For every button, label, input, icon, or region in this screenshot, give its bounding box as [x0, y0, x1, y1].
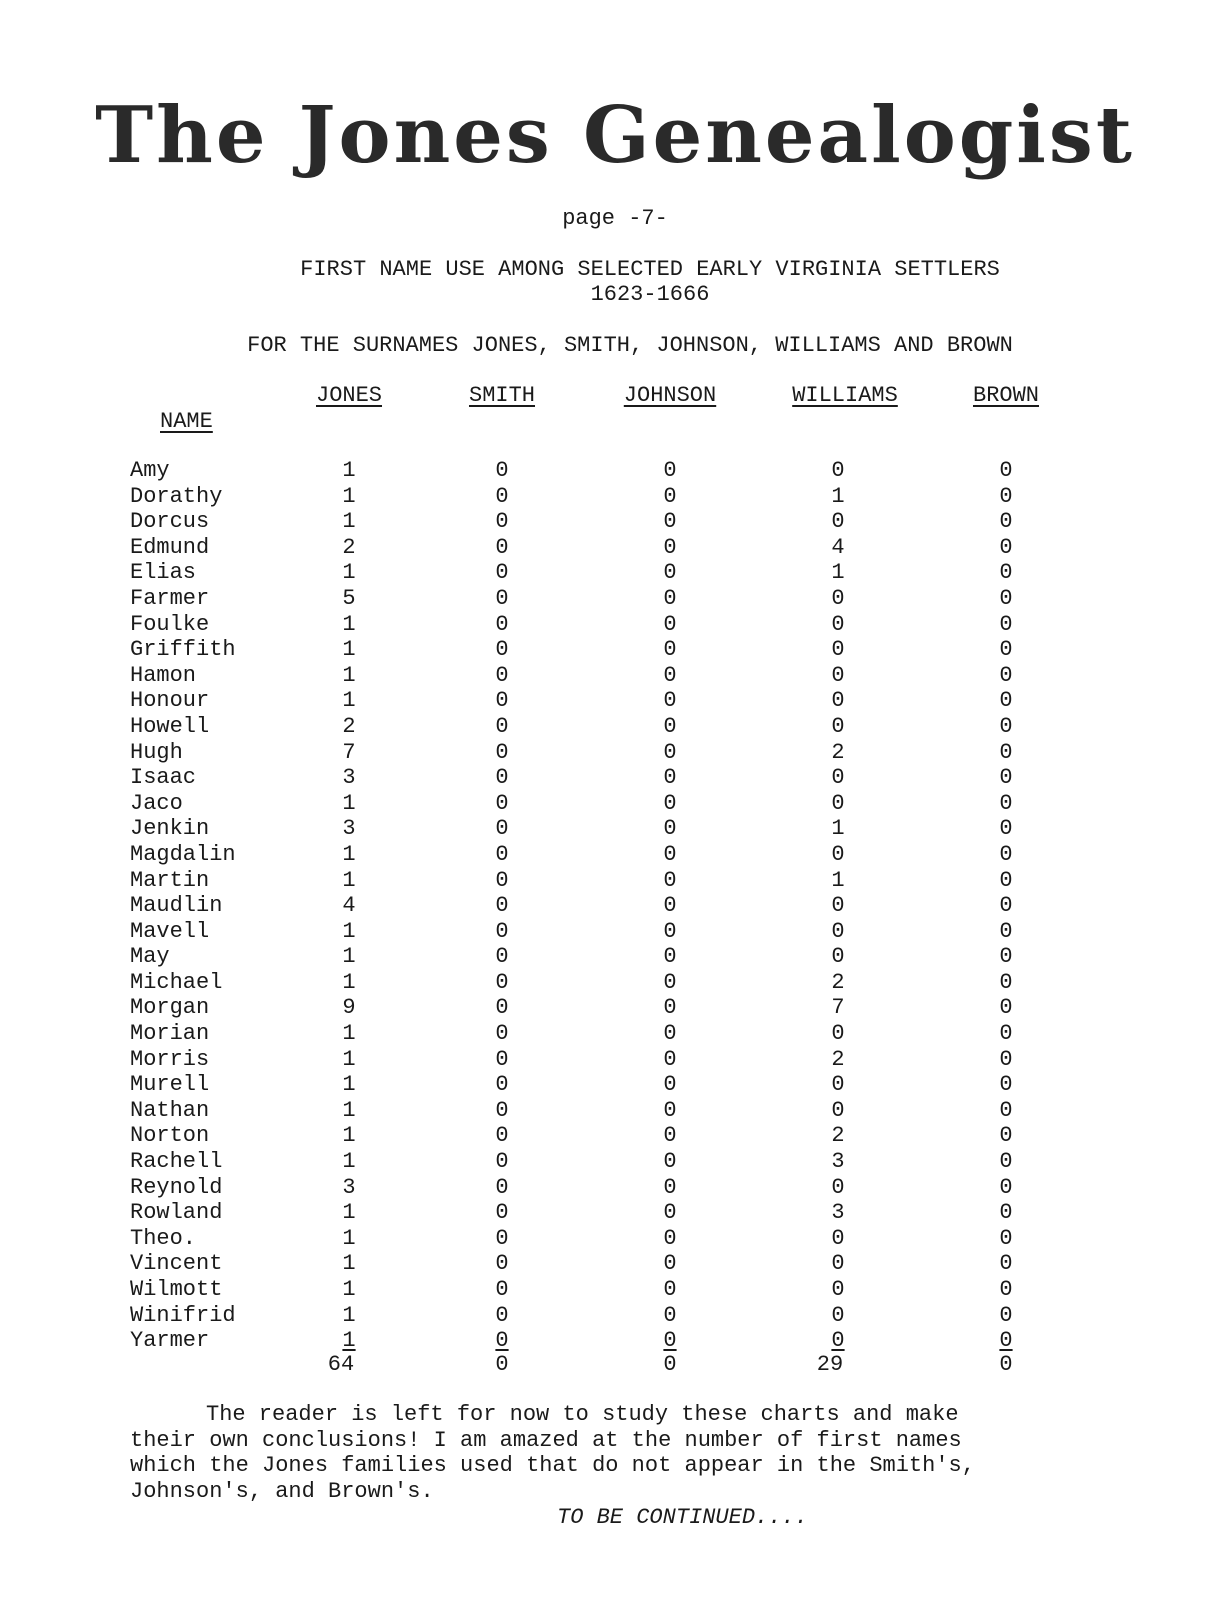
- count-cell-jones: 9: [342, 995, 356, 1021]
- count-cell-johnson: 0: [663, 534, 677, 560]
- first-name-cell: Farmer: [130, 585, 210, 611]
- count-cell-williams: 0: [831, 509, 845, 535]
- first-name-cell: May: [130, 944, 170, 970]
- count-cell-smith: 0: [495, 1251, 509, 1277]
- table-row: [0, 535, 1230, 561]
- count-cell-johnson: 0: [663, 969, 677, 995]
- count-cell-williams: 0: [831, 841, 845, 867]
- count-cell-williams: 1: [831, 816, 845, 842]
- count-cell-smith: 0: [495, 1277, 509, 1302]
- count-cell-jones: 1: [342, 1149, 356, 1175]
- count-cell-jones: 1: [342, 611, 356, 637]
- first-name-cell: Edmund: [130, 534, 210, 560]
- count-cell-jones: 2: [342, 713, 356, 739]
- name-column-header: NAME: [160, 409, 213, 434]
- table-row: [0, 1021, 1230, 1047]
- count-cell-smith: 0: [495, 688, 509, 714]
- count-cell-williams: 0: [831, 765, 845, 791]
- count-cell-williams: 0: [831, 458, 845, 483]
- count-cell-brown: 0: [999, 611, 1013, 637]
- count-cell-williams: 2: [831, 969, 845, 995]
- count-cell-brown: 0: [999, 560, 1013, 586]
- first-name-cell: Foulke: [130, 611, 210, 637]
- first-name-cell: Reynold: [130, 1174, 223, 1200]
- count-cell-williams: 0: [831, 1174, 845, 1200]
- count-cell-johnson: 0: [663, 713, 677, 739]
- count-cell-smith: 0: [495, 1046, 509, 1072]
- count-cell-smith: 0: [495, 637, 509, 663]
- count-cell-jones: 2: [342, 534, 356, 560]
- table-row: [0, 842, 1230, 868]
- count-cell-williams: 3: [831, 1200, 845, 1226]
- count-cell-jones: 1: [342, 458, 356, 483]
- count-cell-johnson: 0: [663, 765, 677, 791]
- first-name-cell: Griffith: [130, 637, 236, 663]
- count-cell-johnson: 0: [663, 918, 677, 944]
- count-cell-jones: 1: [342, 1328, 356, 1354]
- table-title: FIRST NAME USE AMONG SELECTED EARLY VIRGINIA SETTLERS: [300, 257, 1000, 282]
- first-name-cell: Jaco: [130, 790, 183, 816]
- count-cell-smith: 0: [495, 1302, 509, 1328]
- count-cell-smith: 0: [495, 1200, 509, 1226]
- count-cell-jones: 1: [342, 969, 356, 995]
- count-cell-williams: 1: [831, 560, 845, 586]
- table-row: [0, 586, 1230, 612]
- count-cell-williams: 0: [831, 918, 845, 944]
- first-name-cell: Winifrid: [130, 1302, 236, 1328]
- count-cell-williams: 0: [831, 1097, 845, 1123]
- first-name-cell: Hamon: [130, 662, 197, 688]
- first-name-cell: Maudlin: [130, 893, 223, 919]
- count-cell-johnson: 0: [663, 1277, 677, 1302]
- table-row: [0, 995, 1230, 1021]
- count-cell-smith: 0: [495, 918, 509, 944]
- count-cell-smith: 0: [495, 1225, 509, 1251]
- count-cell-williams: 0: [831, 1072, 845, 1098]
- count-cell-johnson: 0: [663, 1046, 677, 1072]
- table-row: [0, 919, 1230, 945]
- count-cell-smith: 0: [495, 509, 509, 535]
- count-cell-jones: 1: [342, 1251, 356, 1277]
- count-cell-brown: 0: [999, 585, 1013, 611]
- count-cell-smith: 0: [495, 585, 509, 611]
- table-row: [0, 1098, 1230, 1124]
- table-row: [0, 1072, 1230, 1098]
- count-cell-johnson: 0: [663, 1021, 677, 1047]
- table-row: [0, 560, 1230, 586]
- count-cell-williams: 0: [831, 1328, 845, 1354]
- count-cell-brown: 0: [999, 1046, 1013, 1072]
- first-name-cell: Hugh: [130, 739, 183, 765]
- total-williams: 29: [816, 1352, 844, 1377]
- count-cell-jones: 1: [342, 944, 356, 970]
- count-cell-williams: 0: [831, 688, 845, 714]
- count-cell-brown: 0: [999, 483, 1013, 509]
- count-cell-brown: 0: [999, 1072, 1013, 1098]
- table-row: [0, 970, 1230, 996]
- count-cell-jones: 1: [342, 560, 356, 586]
- column-header-johnson: JOHNSON: [623, 383, 717, 408]
- count-cell-williams: 4: [831, 534, 845, 560]
- count-cell-smith: 0: [495, 611, 509, 637]
- table-row: [0, 1123, 1230, 1149]
- count-cell-brown: 0: [999, 816, 1013, 842]
- first-name-cell: Elias: [130, 560, 197, 586]
- table-row: [0, 1303, 1230, 1329]
- count-cell-jones: 1: [342, 1072, 356, 1098]
- count-cell-smith: 0: [495, 893, 509, 919]
- count-cell-jones: 1: [342, 1046, 356, 1072]
- count-cell-brown: 0: [999, 1149, 1013, 1175]
- count-cell-smith: 0: [495, 790, 509, 816]
- count-cell-smith: 0: [495, 969, 509, 995]
- count-cell-jones: 1: [342, 509, 356, 535]
- count-cell-brown: 0: [999, 1328, 1013, 1354]
- count-cell-johnson: 0: [663, 1225, 677, 1251]
- count-cell-johnson: 0: [663, 483, 677, 509]
- first-name-cell: Dorathy: [130, 483, 223, 509]
- count-cell-brown: 0: [999, 1302, 1013, 1328]
- first-name-cell: Amy: [130, 458, 170, 483]
- count-cell-smith: 0: [495, 560, 509, 586]
- count-cell-johnson: 0: [663, 1328, 677, 1354]
- count-cell-jones: 1: [342, 918, 356, 944]
- count-cell-brown: 0: [999, 1200, 1013, 1226]
- count-cell-williams: 0: [831, 893, 845, 919]
- count-cell-johnson: 0: [663, 1174, 677, 1200]
- count-cell-jones: 1: [342, 1225, 356, 1251]
- paragraph-line: The reader is left for now to study these charts and make: [206, 1402, 959, 1427]
- count-cell-johnson: 0: [663, 1200, 677, 1226]
- name-count-table: [0, 458, 1230, 1354]
- table-row: [0, 765, 1230, 791]
- first-name-cell: Theo.: [130, 1225, 197, 1251]
- first-name-cell: Dorcus: [130, 509, 210, 535]
- count-cell-brown: 0: [999, 1277, 1013, 1302]
- count-cell-jones: 3: [342, 765, 356, 791]
- first-name-cell: Honour: [130, 688, 210, 714]
- table-row: [0, 944, 1230, 970]
- first-name-cell: Martin: [130, 867, 210, 893]
- table-row: [0, 714, 1230, 740]
- count-cell-brown: 0: [999, 713, 1013, 739]
- count-cell-johnson: 0: [663, 841, 677, 867]
- count-cell-smith: 0: [495, 1149, 509, 1175]
- count-cell-johnson: 0: [663, 1097, 677, 1123]
- count-cell-brown: 0: [999, 790, 1013, 816]
- count-cell-jones: 4: [342, 893, 356, 919]
- table-row: [0, 791, 1230, 817]
- count-cell-brown: 0: [999, 765, 1013, 791]
- first-name-cell: Morian: [130, 1021, 210, 1047]
- table-row: [0, 509, 1230, 535]
- count-cell-jones: 1: [342, 1302, 356, 1328]
- count-cell-williams: 1: [831, 483, 845, 509]
- first-name-cell: Magdalin: [130, 841, 236, 867]
- count-cell-brown: 0: [999, 509, 1013, 535]
- total-jones: 64: [327, 1352, 355, 1377]
- first-name-cell: Rowland: [130, 1200, 223, 1226]
- count-cell-williams: 2: [831, 1046, 845, 1072]
- table-date-range: 1623-1666: [590, 282, 710, 307]
- count-cell-jones: 7: [342, 739, 356, 765]
- paragraph-line: which the Jones families used that do not appear in the Smith's,: [130, 1453, 975, 1478]
- table-row: [0, 1149, 1230, 1175]
- count-cell-johnson: 0: [663, 688, 677, 714]
- count-cell-brown: 0: [999, 1097, 1013, 1123]
- count-cell-jones: 1: [342, 637, 356, 663]
- count-cell-brown: 0: [999, 637, 1013, 663]
- count-cell-smith: 0: [495, 1097, 509, 1123]
- count-cell-johnson: 0: [663, 867, 677, 893]
- count-cell-jones: 1: [342, 1200, 356, 1226]
- table-row: [0, 868, 1230, 894]
- table-row: [0, 1200, 1230, 1226]
- count-cell-smith: 0: [495, 713, 509, 739]
- table-row: [0, 893, 1230, 919]
- count-cell-smith: 0: [495, 534, 509, 560]
- count-cell-jones: 5: [342, 585, 356, 611]
- total-smith: 0: [495, 1352, 509, 1377]
- count-cell-brown: 0: [999, 534, 1013, 560]
- count-cell-williams: 0: [831, 662, 845, 688]
- first-name-cell: Morgan: [130, 995, 210, 1021]
- count-cell-brown: 0: [999, 841, 1013, 867]
- count-cell-smith: 0: [495, 662, 509, 688]
- count-cell-johnson: 0: [663, 1123, 677, 1149]
- count-cell-smith: 0: [495, 995, 509, 1021]
- first-name-cell: Wilmott: [130, 1277, 223, 1302]
- count-cell-johnson: 0: [663, 585, 677, 611]
- count-cell-johnson: 0: [663, 816, 677, 842]
- column-header-smith: SMITH: [468, 383, 536, 408]
- count-cell-brown: 0: [999, 688, 1013, 714]
- count-cell-jones: 1: [342, 841, 356, 867]
- table-row: [0, 1277, 1230, 1303]
- count-cell-johnson: 0: [663, 1302, 677, 1328]
- count-cell-smith: 0: [495, 944, 509, 970]
- table-row: [0, 1175, 1230, 1201]
- count-cell-smith: 0: [495, 1021, 509, 1047]
- masthead-title: The Jones Genealogist: [95, 90, 1135, 181]
- count-cell-williams: 0: [831, 790, 845, 816]
- column-header-brown: BROWN: [972, 383, 1040, 408]
- table-row: [0, 1226, 1230, 1252]
- first-name-cell: Norton: [130, 1123, 210, 1149]
- table-row: [0, 1047, 1230, 1073]
- count-cell-williams: 0: [831, 713, 845, 739]
- count-cell-jones: 1: [342, 688, 356, 714]
- count-cell-jones: 1: [342, 483, 356, 509]
- count-cell-smith: 0: [495, 483, 509, 509]
- table-row: [0, 1251, 1230, 1277]
- count-cell-brown: 0: [999, 1123, 1013, 1149]
- paragraph-line: Johnson's, and Brown's.: [130, 1478, 434, 1504]
- count-cell-brown: 0: [999, 969, 1013, 995]
- total-johnson: 0: [663, 1352, 677, 1377]
- count-cell-smith: 0: [495, 458, 509, 483]
- count-cell-williams: 0: [831, 1277, 845, 1302]
- count-cell-brown: 0: [999, 1174, 1013, 1200]
- count-cell-williams: 3: [831, 1149, 845, 1175]
- count-cell-johnson: 0: [663, 458, 677, 483]
- table-row: [0, 688, 1230, 714]
- totals-row: [0, 1352, 1230, 1378]
- table-row: [0, 637, 1230, 663]
- count-cell-johnson: 0: [663, 560, 677, 586]
- count-cell-johnson: 0: [663, 662, 677, 688]
- count-cell-smith: 0: [495, 1123, 509, 1149]
- count-cell-jones: 1: [342, 1277, 356, 1302]
- count-cell-smith: 0: [495, 1328, 509, 1354]
- column-header-williams: WILLIAMS: [792, 383, 898, 408]
- count-cell-williams: 0: [831, 1251, 845, 1277]
- count-cell-smith: 0: [495, 765, 509, 791]
- first-name-cell: Rachell: [130, 1149, 223, 1175]
- count-cell-jones: 3: [342, 1174, 356, 1200]
- count-cell-brown: 0: [999, 944, 1013, 970]
- total-brown: 0: [999, 1352, 1013, 1377]
- table-row: [0, 484, 1230, 510]
- count-cell-williams: 0: [831, 944, 845, 970]
- count-cell-brown: 0: [999, 1251, 1013, 1277]
- count-cell-smith: 0: [495, 1072, 509, 1098]
- count-cell-jones: 1: [342, 1097, 356, 1123]
- count-cell-johnson: 0: [663, 739, 677, 765]
- table-subtitle: FOR THE SURNAMES JONES, SMITH, JOHNSON, WILLIAMS AND BROWN: [247, 333, 1013, 358]
- count-cell-johnson: 0: [663, 944, 677, 970]
- count-cell-williams: 0: [831, 611, 845, 637]
- first-name-cell: Morris: [130, 1046, 210, 1072]
- count-cell-brown: 0: [999, 918, 1013, 944]
- count-cell-williams: 0: [831, 585, 845, 611]
- first-name-cell: Nathan: [130, 1097, 210, 1123]
- count-cell-johnson: 0: [663, 1251, 677, 1277]
- table-row: [0, 663, 1230, 689]
- count-cell-williams: 0: [831, 1302, 845, 1328]
- first-name-cell: Yarmer: [130, 1328, 210, 1354]
- closing-paragraph: [130, 1402, 1120, 1504]
- count-cell-williams: 1: [831, 867, 845, 893]
- count-cell-brown: 0: [999, 893, 1013, 919]
- first-name-cell: Howell: [130, 713, 210, 739]
- count-cell-jones: 3: [342, 816, 356, 842]
- first-name-cell: Isaac: [130, 765, 197, 791]
- to-be-continued: TO BE CONTINUED....: [557, 1505, 808, 1530]
- table-row: [0, 612, 1230, 638]
- count-cell-brown: 0: [999, 995, 1013, 1021]
- count-cell-smith: 0: [495, 841, 509, 867]
- count-cell-brown: 0: [999, 867, 1013, 893]
- count-cell-jones: 1: [342, 662, 356, 688]
- count-cell-johnson: 0: [663, 637, 677, 663]
- count-cell-johnson: 0: [663, 611, 677, 637]
- count-cell-smith: 0: [495, 867, 509, 893]
- count-cell-smith: 0: [495, 739, 509, 765]
- paragraph-line: their own conclusions! I am amazed at the number of first names: [130, 1427, 962, 1453]
- count-cell-johnson: 0: [663, 995, 677, 1021]
- count-cell-williams: 7: [831, 995, 845, 1021]
- count-cell-jones: 1: [342, 867, 356, 893]
- count-cell-williams: 0: [831, 1225, 845, 1251]
- first-name-cell: Jenkin: [130, 816, 210, 842]
- first-name-cell: Mavell: [130, 918, 210, 944]
- count-cell-jones: 1: [342, 1021, 356, 1047]
- count-cell-brown: 0: [999, 1021, 1013, 1047]
- count-cell-jones: 1: [342, 790, 356, 816]
- count-cell-smith: 0: [495, 1174, 509, 1200]
- count-cell-williams: 0: [831, 1021, 845, 1047]
- count-cell-williams: 2: [831, 1123, 845, 1149]
- count-cell-johnson: 0: [663, 1149, 677, 1175]
- count-cell-williams: 2: [831, 739, 845, 765]
- count-cell-jones: 1: [342, 1123, 356, 1149]
- table-row: [0, 740, 1230, 766]
- table-row: [0, 816, 1230, 842]
- count-cell-brown: 0: [999, 458, 1013, 483]
- count-cell-brown: 0: [999, 662, 1013, 688]
- count-cell-johnson: 0: [663, 509, 677, 535]
- count-cell-brown: 0: [999, 1225, 1013, 1251]
- count-cell-brown: 0: [999, 739, 1013, 765]
- table-row: [0, 1328, 1230, 1354]
- count-cell-johnson: 0: [663, 1072, 677, 1098]
- table-row: [0, 458, 1230, 484]
- count-cell-johnson: 0: [663, 893, 677, 919]
- count-cell-smith: 0: [495, 816, 509, 842]
- first-name-cell: Vincent: [130, 1251, 223, 1277]
- count-cell-williams: 0: [831, 637, 845, 663]
- count-cell-johnson: 0: [663, 790, 677, 816]
- first-name-cell: Murell: [130, 1072, 210, 1098]
- column-header-jones: JONES: [315, 383, 383, 408]
- first-name-cell: Michael: [130, 969, 223, 995]
- page-number: page -7-: [562, 206, 668, 231]
